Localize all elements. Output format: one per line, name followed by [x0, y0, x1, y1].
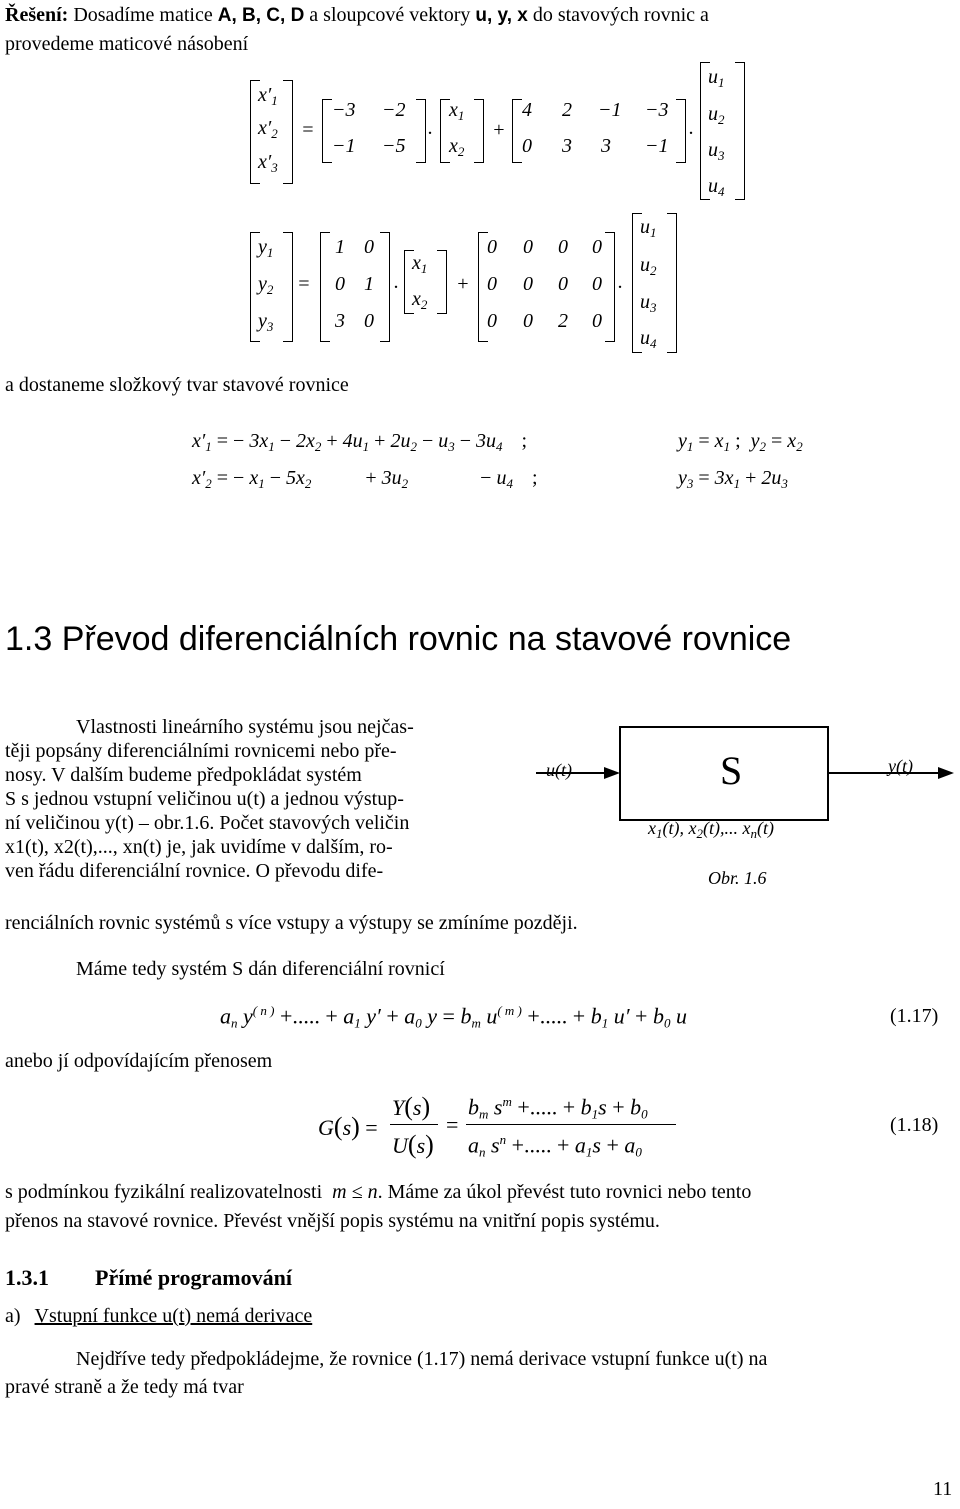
input-arrowhead [604, 767, 620, 779]
figure-caption: Obr. 1.6 [708, 868, 767, 888]
state-label: $x_1(t)$, $x_2(t)$,... $x_n(t)$ [648, 818, 774, 841]
solution-label: Řešení: [5, 4, 69, 26]
paragraph-3: anebo jí odpovídajícím přenosem [5, 1050, 273, 1072]
lhs-x2: $x'_2$ [258, 117, 278, 141]
eq-1-17-label: (1.17) [890, 1005, 939, 1027]
component-intro: a dostaneme složkový tvar stavové rovnice [5, 374, 349, 396]
lhs-x1: $x'_1$ [258, 84, 278, 108]
output-label: y(t) [888, 756, 913, 776]
section-heading: 1.3 Převod diferenciálních rovnic na stavové rovnice [5, 620, 792, 658]
matrix-names: A, B, C, D [217, 5, 305, 26]
vector-names: u, y, x [475, 5, 528, 26]
paragraph-2: Máme tedy systém S dán diferenciální rovnicí [76, 958, 445, 980]
eq-1-18-label: (1.18) [890, 1114, 939, 1136]
block-label: S [720, 748, 743, 793]
subsection-heading: 1.3.1 Přímé programování [5, 1265, 292, 1290]
input-label: u(t) [546, 760, 572, 780]
lhs-x3: $x'_3$ [258, 151, 278, 175]
case-a: a) Vstupní funkce u(t) nemá derivace [5, 1305, 313, 1327]
intro-line-2: provedeme maticové násobení [5, 33, 249, 55]
output-arrowhead [938, 767, 954, 779]
page-number: 11 [933, 1478, 953, 1500]
intro-line-1: Řešení: Dosadíme matice A, B, C, D a sloupcové vektory u, y, x do stavových rovnic a [5, 4, 709, 26]
